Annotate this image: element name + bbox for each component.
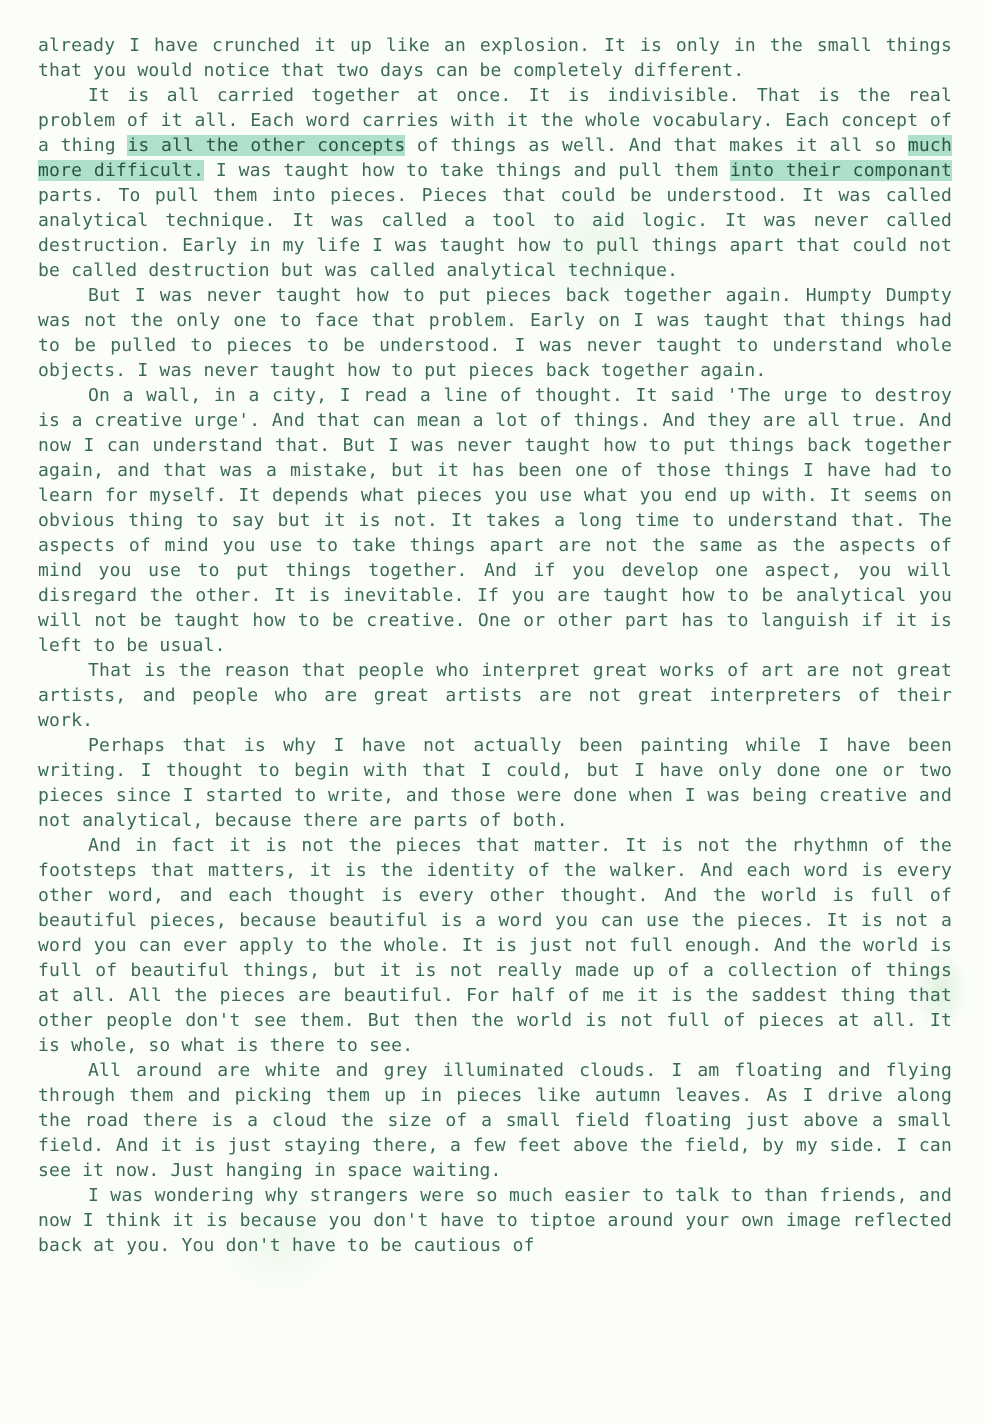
- highlighted-text: much more difficult.: [38, 135, 952, 181]
- paragraph: [38, 83, 952, 283]
- paragraph: [38, 733, 952, 833]
- text-segment: already I have crunched it up like an explosion. It is only in the small things that you would notice that two days can be completely different.: [38, 35, 952, 81]
- text-segment: of things as well. And that makes it all so: [405, 135, 908, 156]
- paragraph: [38, 383, 952, 658]
- text-segment: All around are white and grey illuminated clouds. I am floating and flying through them and picking them up in pieces like autumn leaves. As I drive along the road there is a cloud the size of a small field floating just above a small field. And it is just staying there, a few feet above the field, by my side. I can see it now. Just hanging in space waiting.: [38, 1060, 952, 1181]
- text-segment: I was taught how to take things and pull them: [204, 160, 730, 181]
- text-segment: But I was never taught how to put pieces back together again. Humpty Dumpty was not the only one to face that problem. Early on I was taught that things had to be pulled to pieces to be understood. I was never taught to understand whole objects. I was never taught how to put pieces back together again.: [38, 285, 952, 381]
- paragraph: [38, 833, 952, 1058]
- paragraph: [38, 1058, 952, 1183]
- document-body: [38, 33, 952, 1258]
- highlighted-text: into their componant: [729, 160, 952, 181]
- paragraph: [38, 33, 952, 83]
- text-segment: Perhaps that is why I have not actually been painting while I have been writing. I thought to begin with that I could, but I have only done one or two pieces since I started to write, and those were done when I was being creative and not analytical, because there are parts of both.: [38, 735, 952, 831]
- text-segment: That is the reason that people who interpret great works of art are not great artists, and people who are great artists are not great interpreters of their work.: [38, 660, 952, 731]
- text-segment: parts. To pull them into pieces. Pieces that could be understood. It was called analytical technique. It was called a tool to aid logic. It was never called destruction. Early in my life I was taught how to pull things apart that could not be called destruction but was called analytical technique.: [38, 185, 952, 281]
- paragraph: [38, 658, 952, 733]
- text-segment: And in fact it is not the pieces that matter. It is not the rhythmn of the footsteps that matters, it is the identity of the walker. And each word is every other word, and each thought is every other thought. And the world is full of beautiful pieces, because beautiful is a word you can use the pieces. It is not a word you can ever apply to the whole. It is just not full enough. And the world is full of beautiful things, but it is not really made up of a collection of things at all. All the pieces are beautiful. For half of me it is the saddest thing that other people don't see them. But then the world is not full of pieces at all. It is whole, so what is there to see.: [38, 835, 952, 1056]
- highlighted-text: is all the other concepts: [127, 135, 406, 156]
- text-segment: I was wondering why strangers were so much easier to talk to than friends, and now I think it is because you don't have to tiptoe around your own image reflected back at you. You don't have to be cautious of: [38, 1185, 952, 1256]
- paragraph: [38, 283, 952, 383]
- paragraph: [38, 1183, 952, 1258]
- text-segment: On a wall, in a city, I read a line of thought. It said 'The urge to destroy is a creative urge'. And that can mean a lot of things. And they are all true. And now I can understand that. But I was never taught how to put things back together again, and that was a mistake, but it has been one of those things I have had to learn for myself. It depends what pieces you use what you end up with. It seems on obvious thing to say but it is not. It takes a long time to understand that. The aspects of mind you use to take things apart are not the same as the aspects of mind you use to put things together. And if you develop one aspect, you will disregard the other. It is inevitable. If you are taught how to be analytical you will not be taught how to be creative. One or other part has to languish if it is left to be usual.: [38, 385, 952, 656]
- text-segment: It is all carried together at once. It is indivisible. That is the real problem of it all. Each word carries with it the whole vocabulary. Each concept of a thing: [38, 85, 952, 156]
